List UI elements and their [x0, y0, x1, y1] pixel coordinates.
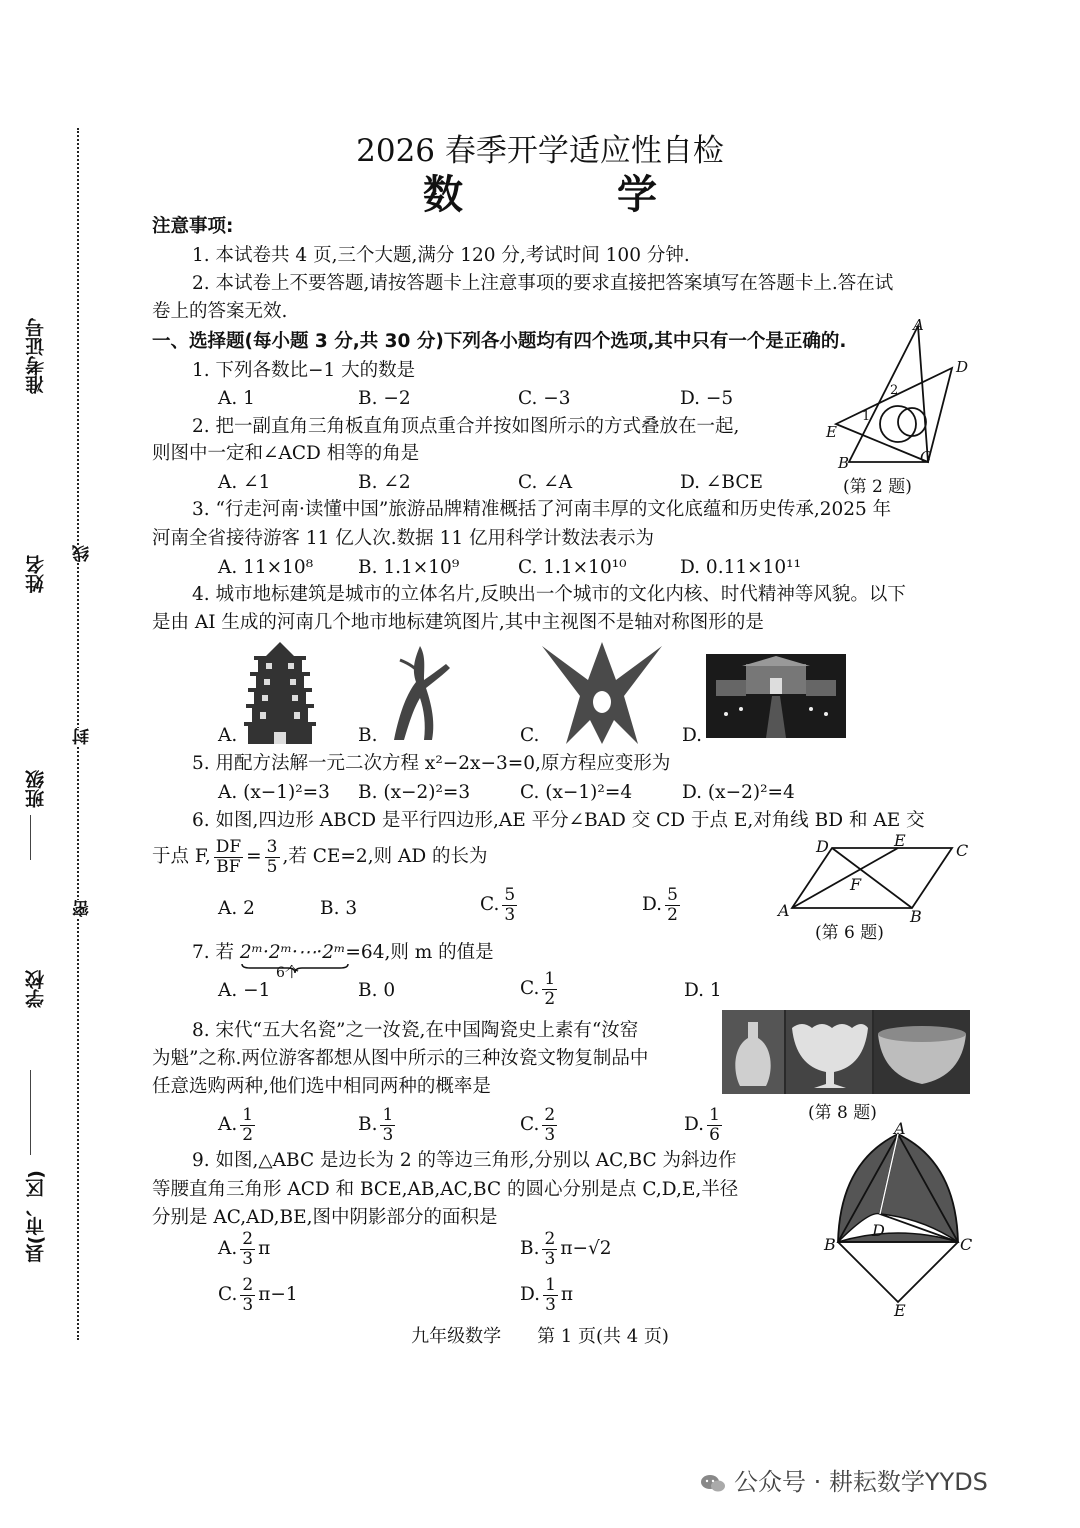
q6-option-c: C. $\frac{5}{3}$ — [480, 885, 516, 925]
q9-option-c: C. $\frac{2}{3}$ π−1 — [218, 1275, 298, 1315]
q9-stem-1: 9. 如图,△ABC 是边长为 2 的等边三角形,分别以 AC,BC 为斜边作 — [192, 1150, 737, 1171]
q4-image-d-building — [706, 654, 846, 738]
notice-item-3: 卷上的答案无效. — [152, 301, 288, 322]
q4-option-b: B. — [358, 725, 378, 746]
notice-item-2: 2. 本试卷上不要答题,请按答题卡上注意事项的要求直接把答案填写在答题卡上.答在试 — [192, 273, 894, 294]
q1-option-d: D. −5 — [680, 388, 734, 409]
q3-option-a: A. 11×10⁸ — [218, 557, 314, 578]
q6-fraction-df-bf: $\frac{DF}{BF}$ — [215, 837, 242, 877]
class-blank-line — [30, 815, 32, 860]
q2-caption: (第 2 题) — [843, 477, 912, 497]
q6-option-d: D. $\frac{5}{2}$ — [642, 885, 678, 925]
label-class: 班级 — [25, 770, 47, 808]
label-school: 学校 — [25, 970, 47, 1008]
q4-option-c: C. — [520, 725, 540, 746]
q9-option-b: B. $\frac{2}{3}$ π−√2 — [520, 1229, 612, 1269]
q2-option-b: B. ∠2 — [358, 472, 411, 493]
q2-option-d: D. ∠BCE — [680, 472, 764, 493]
q9-stem-3: 分别是 AC,AD,BE,图中阴影部分的面积是 — [152, 1207, 498, 1228]
q6-option-b: B. 3 — [320, 898, 358, 919]
q4-stem-2: 是由 AI 生成的河南几个地市地标建筑图片,其中主视图不是轴对称图形的是 — [152, 612, 764, 633]
q3-option-d: D. 0.11×10¹¹ — [680, 557, 801, 578]
q9-label-d: D — [872, 1221, 885, 1240]
label-name: 姓名 — [25, 555, 47, 593]
q1-option-b: B. −2 — [358, 388, 411, 409]
q1-option-c: C. −3 — [518, 388, 571, 409]
q2-label-c: C — [920, 448, 932, 466]
q9-label-c: C — [960, 1235, 973, 1254]
q7-expression: 2ᵐ·2ᵐ·⋯·2ᵐ — [239, 942, 346, 963]
q8-option-c: C. $\frac{2}{3}$ — [520, 1105, 556, 1145]
q4-image-b-sculpture — [380, 640, 460, 745]
q6-stem-1: 6. 如图,四边形 ABCD 是平行四边形,AE 平分∠BAD 交 CD 于点 E,对角线 BD 和 AE 交 — [192, 810, 925, 831]
q2-stem-2: 则图中一定和∠ACD 相等的角是 — [152, 443, 420, 464]
q3-option-b: B. 1.1×10⁹ — [358, 557, 460, 578]
q9-label-b: B — [824, 1235, 836, 1254]
q8-stem-3: 任意选购两种,他们选中相同两种的概率是 — [152, 1076, 491, 1097]
q4-option-d: D. — [682, 725, 703, 746]
q5-option-d: D. (x−2)²=4 — [682, 782, 795, 803]
q7-option-d: D. 1 — [684, 980, 722, 1001]
q9-label-e: E — [894, 1301, 906, 1318]
subject-title: 数 学 — [423, 172, 727, 218]
notice-heading: 注意事项: — [152, 216, 234, 237]
q2-option-c: C. ∠A — [518, 472, 573, 493]
q9-stem-2: 等腰直角三角形 ACD 和 BCE,AB,AC,BC 的圆心分别是点 C,D,E,半径 — [152, 1179, 739, 1200]
q7-option-c: C. $\frac{1}{2}$ — [520, 969, 556, 1009]
q8-stem-1: 8. 宋代“五大名瓷”之一汝瓷,在中国陶瓷史上素有“汝窑 — [192, 1020, 639, 1041]
q6-label-e: E — [894, 832, 906, 850]
q6-stem-2 — [152, 838, 488, 876]
q3-option-c: C. 1.1×10¹⁰ — [518, 557, 627, 578]
q5-stem: 5. 用配方法解一元二次方程 x²−2x−3=0,原方程应变形为 — [192, 753, 671, 774]
q8-ruyao-photo — [722, 1010, 970, 1094]
q6-label-a: A — [778, 901, 790, 920]
q6-stem-2-post: ,若 CE=2,则 AD 的长为 — [282, 846, 488, 868]
q2-label-1: 1 — [862, 409, 871, 424]
q7-option-a: A. −1 — [218, 980, 271, 1001]
q9-option-a: A. $\frac{2}{3}$ π — [218, 1229, 271, 1269]
q8-option-a: A. $\frac{1}{2}$ — [218, 1105, 254, 1145]
q4-option-a: A. — [218, 725, 238, 746]
q2-label-b: B — [838, 454, 850, 472]
q6-label-b: B — [910, 907, 922, 926]
q1-option-a: A. 1 — [218, 388, 255, 409]
q2-figure — [820, 312, 980, 472]
seal-char-xian: 线 — [70, 545, 95, 562]
q6-caption: (第 6 题) — [815, 923, 884, 943]
q5-option-c: C. (x−1)²=4 — [520, 782, 633, 803]
q9-label-a: A — [894, 1122, 906, 1138]
q6-fraction-3-5: $\frac{3}{5}$ — [266, 837, 278, 877]
q8-caption: (第 8 题) — [808, 1103, 877, 1123]
watermark-text: 公众号 · 耕耘数学YYDS — [734, 1468, 988, 1496]
q2-label-2: 2 — [890, 383, 899, 398]
q9-figure — [818, 1122, 978, 1318]
q7-stem: 7. 若 2ᵐ·2ᵐ·⋯·2ᵐ=64,则 m 的值是 — [192, 942, 494, 963]
q6-equals: = — [246, 846, 262, 868]
page-footer: 九年级数学 第 1 页(共 4 页) — [411, 1326, 669, 1347]
county-blank-line — [30, 1070, 32, 1155]
q6-figure — [772, 832, 972, 927]
q6-stem-2-pre: 于点 F, — [152, 846, 211, 868]
q4-image-a-pagoda — [240, 640, 320, 745]
q7-brace-label: 6个 — [276, 965, 299, 981]
q6-label-f: F — [850, 875, 862, 894]
label-county: 县(市、区) — [25, 1170, 47, 1264]
q7-option-b: B. 0 — [358, 980, 396, 1001]
q3-stem-1: 3. “行走河南·读懂中国”旅游品牌精准概括了河南丰厚的文化底蕴和历史传承,2025 年 — [192, 499, 892, 520]
notice-item-1: 1. 本试卷共 4 页,三个大题,满分 120 分,考试时间 100 分钟. — [192, 245, 690, 266]
q3-stem-2: 河南全省接待游客 11 亿人次.数据 11 亿用科学计数法表示为 — [152, 528, 654, 549]
q6-label-c: C — [956, 841, 969, 860]
seal-char-feng: 封 — [70, 728, 95, 745]
q2-stem-1: 2. 把一副直角三角板直角顶点重合并按如图所示的方式叠放在一起, — [192, 416, 740, 437]
section-heading: 一、选择题(每小题 3 分,共 30 分)下列各小题均有四个选项,其中只有一个是正确的. — [152, 331, 847, 352]
q8-stem-2: 为魁”之称.两位游客都想从图中所示的三种汝瓷文物复制品中 — [152, 1048, 649, 1069]
q2-label-d: D — [956, 358, 969, 376]
q4-image-c-sculpture — [538, 640, 666, 745]
q1-stem: 1. 下列各数比−1 大的数是 — [192, 360, 416, 381]
q8-option-b: B. $\frac{1}{3}$ — [358, 1105, 394, 1145]
q5-option-a: A. (x−1)²=3 — [218, 782, 330, 803]
watermark — [700, 1462, 988, 1497]
wechat-icon — [700, 1471, 726, 1491]
q5-option-b: B. (x−2)²=3 — [358, 782, 471, 803]
label-exam-number: 准考证号 — [25, 318, 47, 394]
q2-label-a: A — [913, 316, 924, 334]
q2-label-e: E — [826, 423, 837, 441]
exam-title: 2026 春季开学适应性自检 — [356, 133, 724, 169]
q8-option-d: D. $\frac{1}{6}$ — [684, 1105, 720, 1145]
q6-label-d: D — [816, 837, 829, 856]
q9-option-d: D. $\frac{1}{3}$ π — [520, 1275, 574, 1315]
q4-stem-1: 4. 城市地标建筑是城市的立体名片,反映出一个城市的文化内核、时代精神等风貌。以下 — [192, 584, 906, 605]
q6-option-a: A. 2 — [218, 898, 255, 919]
q2-option-a: A. ∠1 — [218, 472, 271, 493]
seal-char-mi: 密 — [70, 900, 95, 917]
